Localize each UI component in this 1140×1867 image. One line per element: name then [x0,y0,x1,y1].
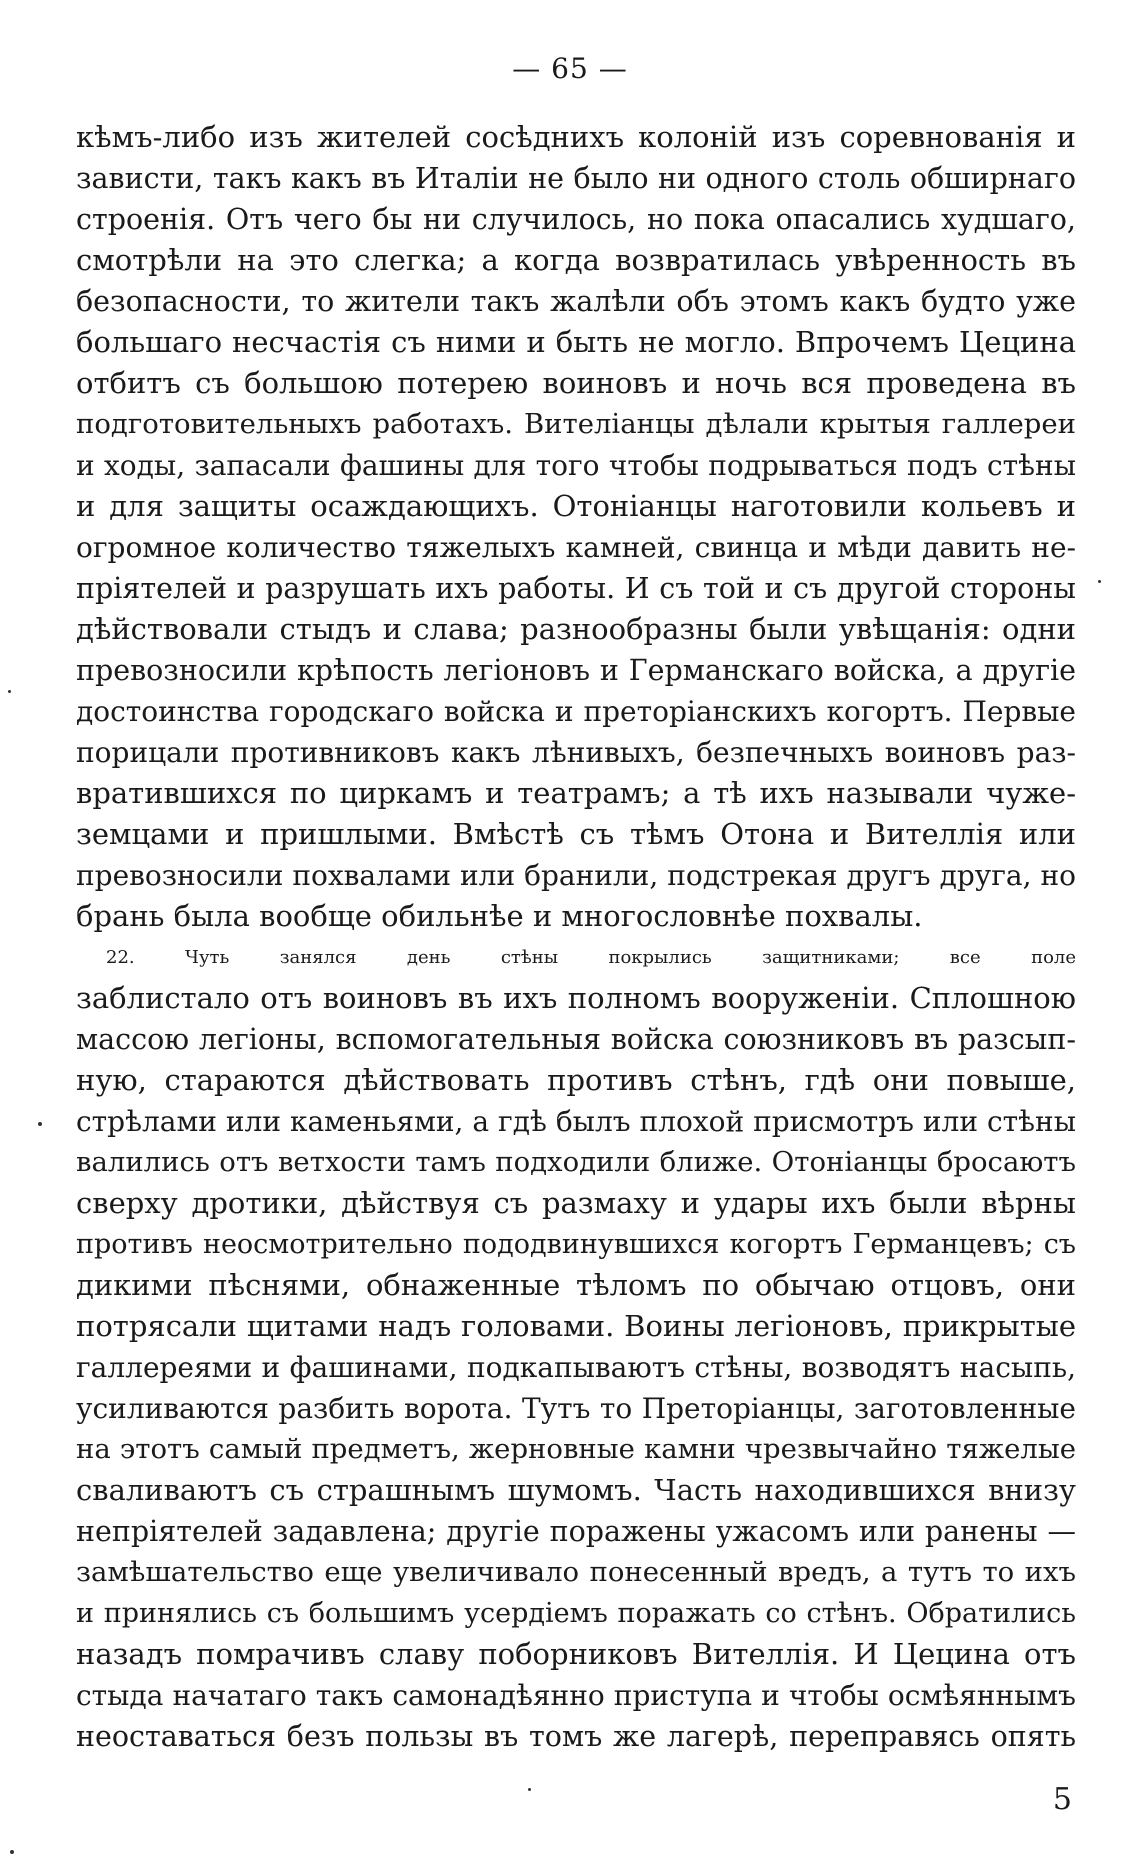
text-line: заблистало отъ воиновъ въ ихъ полномъ вооруженіи. Сплошною [76,981,1076,1015]
text-line: назадъ помрачивъ славу поборниковъ Вителлія. И Цецина отъ [76,1637,1076,1671]
text-line: замѣшательство еще увеличивало понесенный вредъ, а тутъ то ихъ [76,1556,1076,1588]
text-line: дикими пѣснями, обнаженные тѣломъ по обычаю отцовъ, они [76,1268,1076,1302]
text-line: вратившихся по циркамъ и театрамъ; а тѣ ихъ называли чуже- [76,776,1076,810]
text-line: на этотъ самый предметъ, жерновные камни чрезвычайно тяжелые [76,1433,1076,1465]
text-line: валились отъ ветхости тамъ подходили ближе. Отоніанцы бросаютъ [76,1146,1076,1178]
scan-speck [10,1850,14,1854]
text-line: усиливаются разбить ворота. Тутъ то Преторіанцы, заготовленные [76,1392,1076,1425]
text-line: земцами и пришлыми. Вмѣстѣ съ тѣмъ Отона и Вителлія или [76,817,1076,851]
printer-signature-mark: 5 [1052,1782,1072,1817]
text-line: сверху дротики, дѣйствуя съ размаху и удары ихъ были вѣрны [76,1186,1076,1220]
text-line: безопасности, то жители такъ жалѣли объ этомъ какъ будто уже [76,285,1076,318]
text-line: и принялись съ большимъ усердіемъ поражать со стѣнъ. Обратились [76,1598,1076,1629]
text-line: противъ неосмотрительно пододвинувшихся когортъ Германцевъ; съ [76,1229,1076,1260]
scan-speck [1098,580,1101,583]
text-line: подготовительныхъ работахъ. Вителіанцы дѣлали крытыя галлереи [76,408,1076,440]
text-line: ную, стараются дѣйствовать противъ стѣнъ, гдѣ они повыше, [76,1063,1076,1097]
text-line: дѣйствовали стыдъ и слава; разнообразны были увѣщанія: одни [76,612,1076,646]
section-22-first-line: 22. Чуть занялся день стѣны покрылись защитниками; все поле [106,947,1076,968]
text-line: кѣмъ-либо изъ жителей сосѣднихъ колоній изъ соревнованія и [76,120,1076,154]
text-line: достоинства городскаго войска и преторіанскихъ когортъ. Первые [76,695,1076,728]
page-number: — 65 — [512,52,628,85]
scan-speck [38,1122,42,1126]
text-line: отбитъ съ большою потерею воиновъ и ночь вся проведена въ [76,366,1076,400]
text-line: брань была вообще обильнѣе и многословнѣе похвалы. [76,899,923,933]
text-line: потрясали щитами надъ головами. Воины легіоновъ, прикрытые [76,1309,1076,1343]
text-line: пріятелей и разрушать ихъ работы. И съ той и съ другой стороны [76,572,1076,605]
text-line: массою легіоны, вспомогательныя войска союзниковъ въ разсып- [76,1023,1076,1056]
body-text [76,117,1076,1757]
text-line: превозносили крѣпость легіоновъ и Германскаго войска, а другіе [76,654,1076,687]
text-line: непріятелей задавлена; другіе поражены ужасомъ или ранены — [76,1515,1076,1548]
text-line: большаго несчастія съ ними и быть не могло. Впрочемъ Цецина [76,325,1076,359]
text-line: превозносили похвалами или бранили, подстрекая другъ друга, но [76,859,1076,892]
text-line: порицали противниковъ какъ лѣнивыхъ, безпечныхъ воиновъ раз- [76,736,1076,769]
text-line: стыда начатаго такъ самонадѣянно приступа и чтобы осмѣяннымъ [76,1679,1076,1712]
text-line: стрѣлами или каменьями, а гдѣ былъ плохой присмотръ или стѣны [76,1105,1076,1138]
scan-speck [528,1788,531,1791]
text-line: огромное количество тяжелыхъ камней, свинца и мѣди давить не- [76,531,1076,564]
text-line: зависти, такъ какъ въ Италіи не было ни одного столь обширнаго [76,162,1076,195]
text-line: и ходы, запасали фашины для того чтобы подрываться подъ стѣны [76,449,1076,482]
scan-speck [8,690,11,693]
text-line: и для защиты осаждающихъ. Отоніанцы наготовили кольевъ и [76,489,1076,523]
text-line: галлереями и фашинами, подкапываютъ стѣны, возводятъ насыпь, [76,1351,1076,1384]
text-line: сваливаютъ съ страшнымъ шумомъ. Часть находившихся внизу [76,1473,1076,1507]
text-line: неоставаться безъ пользы въ томъ же лагерѣ, переправясь опять [76,1720,1076,1753]
text-line: смотрѣли на это слегка; а когда возвратилась увѣренность въ [76,243,1076,277]
text-line: строенія. Отъ чего бы ни случилось, но пока опасались худшаго, [76,203,1076,236]
